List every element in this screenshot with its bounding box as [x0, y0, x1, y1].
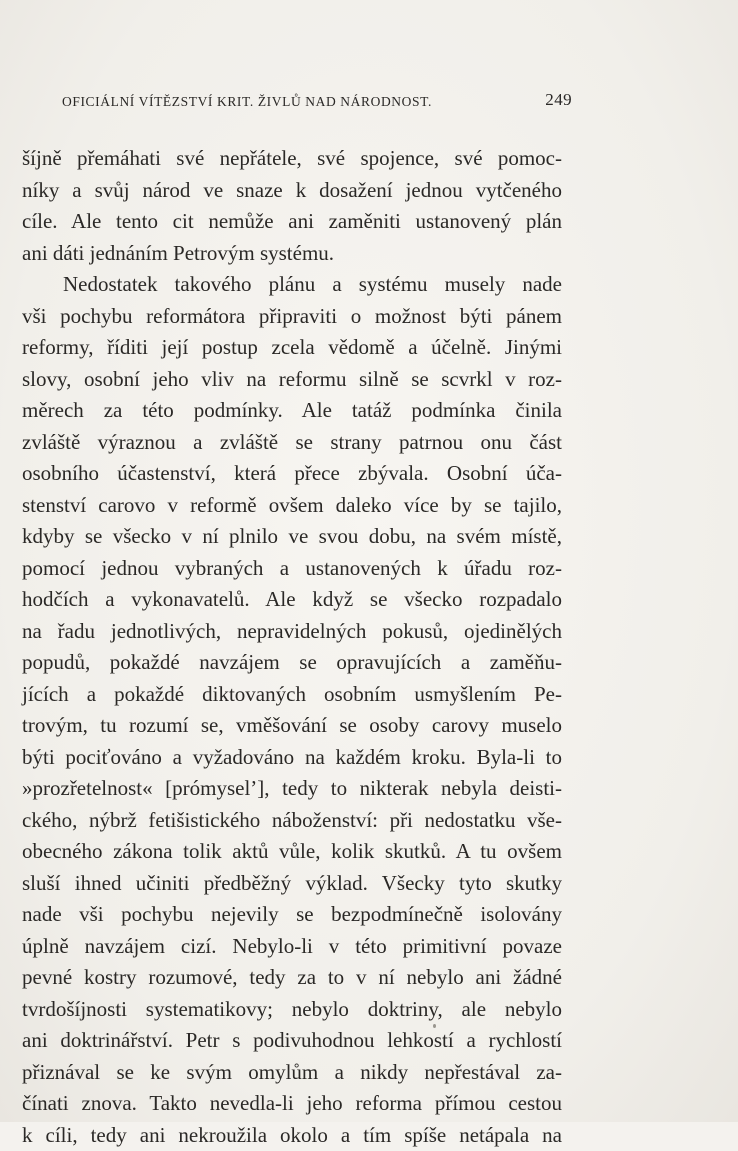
text-line: na řadu jednotlivých, nepravidelných pokusů, ojedinělých	[22, 616, 562, 648]
running-title: OFICIÁLNÍ VÍTĚZSTVÍ KRIT. ŽIVLŮ NAD NÁRODNOST.	[62, 94, 432, 110]
text-line: reformy, říditi její postup zcela vědomě a účelně. Jinými	[22, 332, 562, 364]
text-line: ani doktrinářství. Petr s podivuhodnou lehkostí a rychlostí	[22, 1025, 562, 1057]
text-line: trovým, tu rozumí se, vměšování se osoby carovy muselo	[22, 710, 562, 742]
body-text	[22, 143, 562, 1151]
text-line: slovy, osobní jeho vliv na reformu silně se scvrkl v roz-	[22, 364, 562, 396]
text-line: stenství carovo v reformě ovšem daleko více by se tajilo,	[22, 490, 562, 522]
text-line: níky a svůj národ ve snaze k dosažení jednou vytčeného	[22, 175, 562, 207]
page-number: 249	[545, 90, 572, 110]
text-line: šíjně přemáhati své nepřátele, své spojence, své pomoc-	[22, 143, 562, 175]
text-line: úplně navzájem cizí. Nebylo-li v této primitivní povaze	[22, 931, 562, 963]
text-line: tvrdošíjnosti systematikovy; nebylo doktriny, ale nebylo	[22, 994, 562, 1026]
text-line: jících a pokaždé diktovaných osobním usmyšlením Pe-	[22, 679, 562, 711]
running-header	[62, 90, 572, 114]
text-line: »prozřetelnost« [prómysel’], tedy to nikterak nebyla deisti-	[22, 773, 562, 805]
text-line: pomocí jednou vybraných a ustanovených k úřadu roz-	[22, 553, 562, 585]
text-line: kdyby se všecko v ní plnilo ve svou dobu, na svém místě,	[22, 521, 562, 553]
text-line: hodčích a vykonavatelů. Ale když se všecko rozpadalo	[22, 584, 562, 616]
text-line: vši pochybu reformátora připraviti o možnost býti pánem	[22, 301, 562, 333]
text-line: býti pociťováno a vyžadováno na každém kroku. Byla-li to	[22, 742, 562, 774]
text-line: nade vši pochybu nejevily se bezpodmínečně isolovány	[22, 899, 562, 931]
text-line: sluší ihned učiniti předběžný výklad. Všecky tyto skutky	[22, 868, 562, 900]
text-line: cíle. Ale tento cit nemůže ani zaměniti ustanovený plán	[22, 206, 562, 238]
text-line: obecného zákona tolik aktů vůle, kolik skutků. A tu ovšem	[22, 836, 562, 868]
text-line: ani dáti jednáním Petrovým systému.	[22, 238, 562, 270]
text-line: pevné kostry rozumové, tedy za to v ní nebylo ani žádné	[22, 962, 562, 994]
text-line: Nedostatek takového plánu a systému musely nade	[22, 269, 562, 301]
paper-speck	[433, 1024, 436, 1028]
text-line: zvláště výraznou a zvláště se strany patrnou onu část	[22, 427, 562, 459]
text-line: ckého, nýbrž fetišistického náboženství: při nedostatku vše-	[22, 805, 562, 837]
text-line: přiznával se ke svým omylům a nikdy nepřestával za-	[22, 1057, 562, 1089]
text-line: k cíli, tedy ani nekroužila okolo a tím spíše netápala na	[22, 1120, 562, 1151]
text-line: osobního účastenství, která přece zbývala. Osobní úča-	[22, 458, 562, 490]
text-line: měrech za této podmínky. Ale tatáž podmínka činila	[22, 395, 562, 427]
text-line: čínati znova. Takto nevedla-li jeho reforma přímou cestou	[22, 1088, 562, 1120]
text-line: popudů, pokaždé navzájem se opravujících a zaměňu-	[22, 647, 562, 679]
